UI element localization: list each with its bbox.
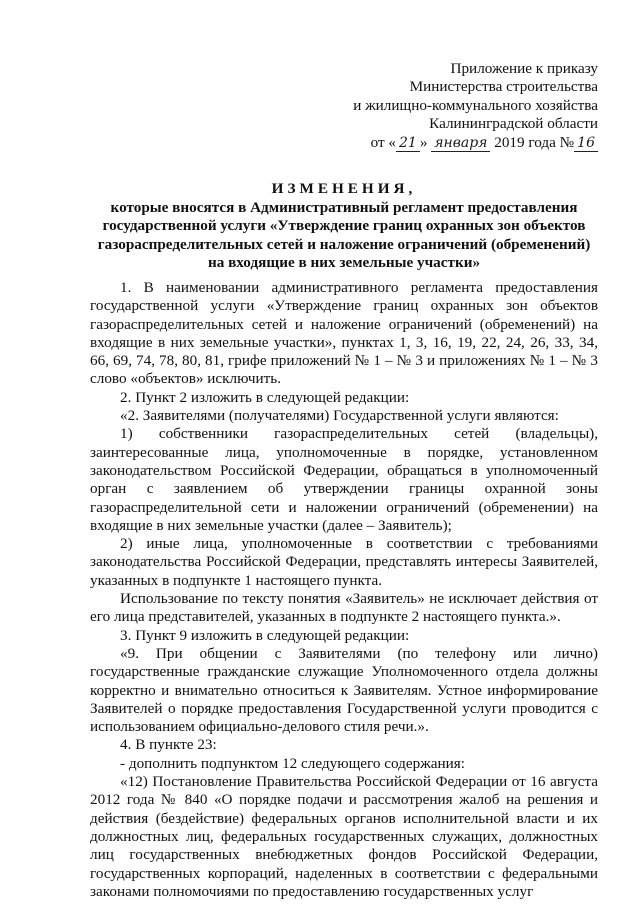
paragraph: 1) собственники газораспределительных сетей (владельцы), заинтересованные лица, уполномоченные в порядке, установленном законодательством Российской Федерации, обращаться в уполномоченный орган с заявлением об утверждении границы охранной зоны газораспределительной сети и наложении ограничений (обременении) на входящие в них земельные участки (далее – Заявитель); <box>90 425 598 534</box>
date-prefix: от « <box>370 133 396 151</box>
handwritten-day: 21 <box>396 135 420 152</box>
paragraph: «12) Постановление Правительства Российской Федерации от 16 августа 2012 года № 840 «О порядке подачи и рассмотрения жалоб на решения и действия (бездействие) федеральных органов исполнительной власти и их должностных лиц, федеральных государственных служащих, должностных лиц государственных внебюджетных фондов Российской Федерации, государственных корпораций, наделенных в соответствии с федеральными законами полномочиями по предоставлению государственных услуг <box>90 773 598 900</box>
paragraph: 1. В наименовании административного регламента предоставления государственной услуги «Утверждение границ охранных зон объектов газораспределительных сетей и наложение ограничений (обременений) на входящие в них земельные участки», пунктах 1, 3, 16, 19, 22, 24, 26, 33, 34, 66, 69, 74, 78, 80, 81, грифе приложений № 1 – № 3 и приложениях № 1 – № 3 слово «объектов» исключить. <box>90 279 598 388</box>
title-main: ИЗМЕНЕНИЯ, <box>271 180 417 197</box>
header-line: и жилищно-коммунального хозяйства <box>353 96 598 114</box>
paragraph: 4. В пункте 23: <box>120 736 217 754</box>
date-suffix: 2019 года № <box>490 133 575 151</box>
header-line: Приложение к приказу <box>450 60 598 77</box>
paragraph: Использование по тексту понятия «Заявитель» не исключает действия от его лица представителей, указанных в подпункте 2 настоящего пункта.». <box>90 590 598 626</box>
date-mid: » <box>419 133 432 151</box>
paragraph: 3. Пункт 9 изложить в следующей редакции: <box>120 626 410 644</box>
paragraph: 2) иные лица, уполномоченные в соответствии с требованиями законодательства Российской Федерации, представлять интересы Заявителей, указанных в подпункте 1 настоящего пункта. <box>90 535 598 589</box>
paragraph: «9. При общении с Заявителями (по телефону или лично) государственные гражданские служащие Уполномоченного отдела должны корректно и внимательно относиться к Заявителям. Устное информирование Заявителей о порядке предоставления Государственной услуги проводится с использованием официально-делового стиля речи.». <box>90 644 598 736</box>
document-body <box>90 279 598 901</box>
document-title <box>90 180 598 272</box>
title-subtitle: которые вносятся в Административный регламент предоставления государственной услуги «Утверждение границ охранных зон объектов газораспределительных сетей и наложение ограничений (обременений) на входящие в них земельные участки» <box>97 199 591 271</box>
handwritten-month: января <box>431 135 490 152</box>
header-line: Калининградской области <box>429 115 598 133</box>
paragraph: - дополнить подпунктом 12 следующего содержания: <box>120 754 465 772</box>
header-line: Министерства строительства <box>409 78 598 96</box>
order-date-line <box>353 134 598 152</box>
paragraph: 2. Пункт 2 изложить в следующей редакции: <box>120 388 410 406</box>
order-appendix-header <box>353 60 598 152</box>
handwritten-order-number: 16 <box>574 135 598 152</box>
paragraph: «2. Заявителями (получателями) Государственной услуги являются: <box>120 407 559 425</box>
